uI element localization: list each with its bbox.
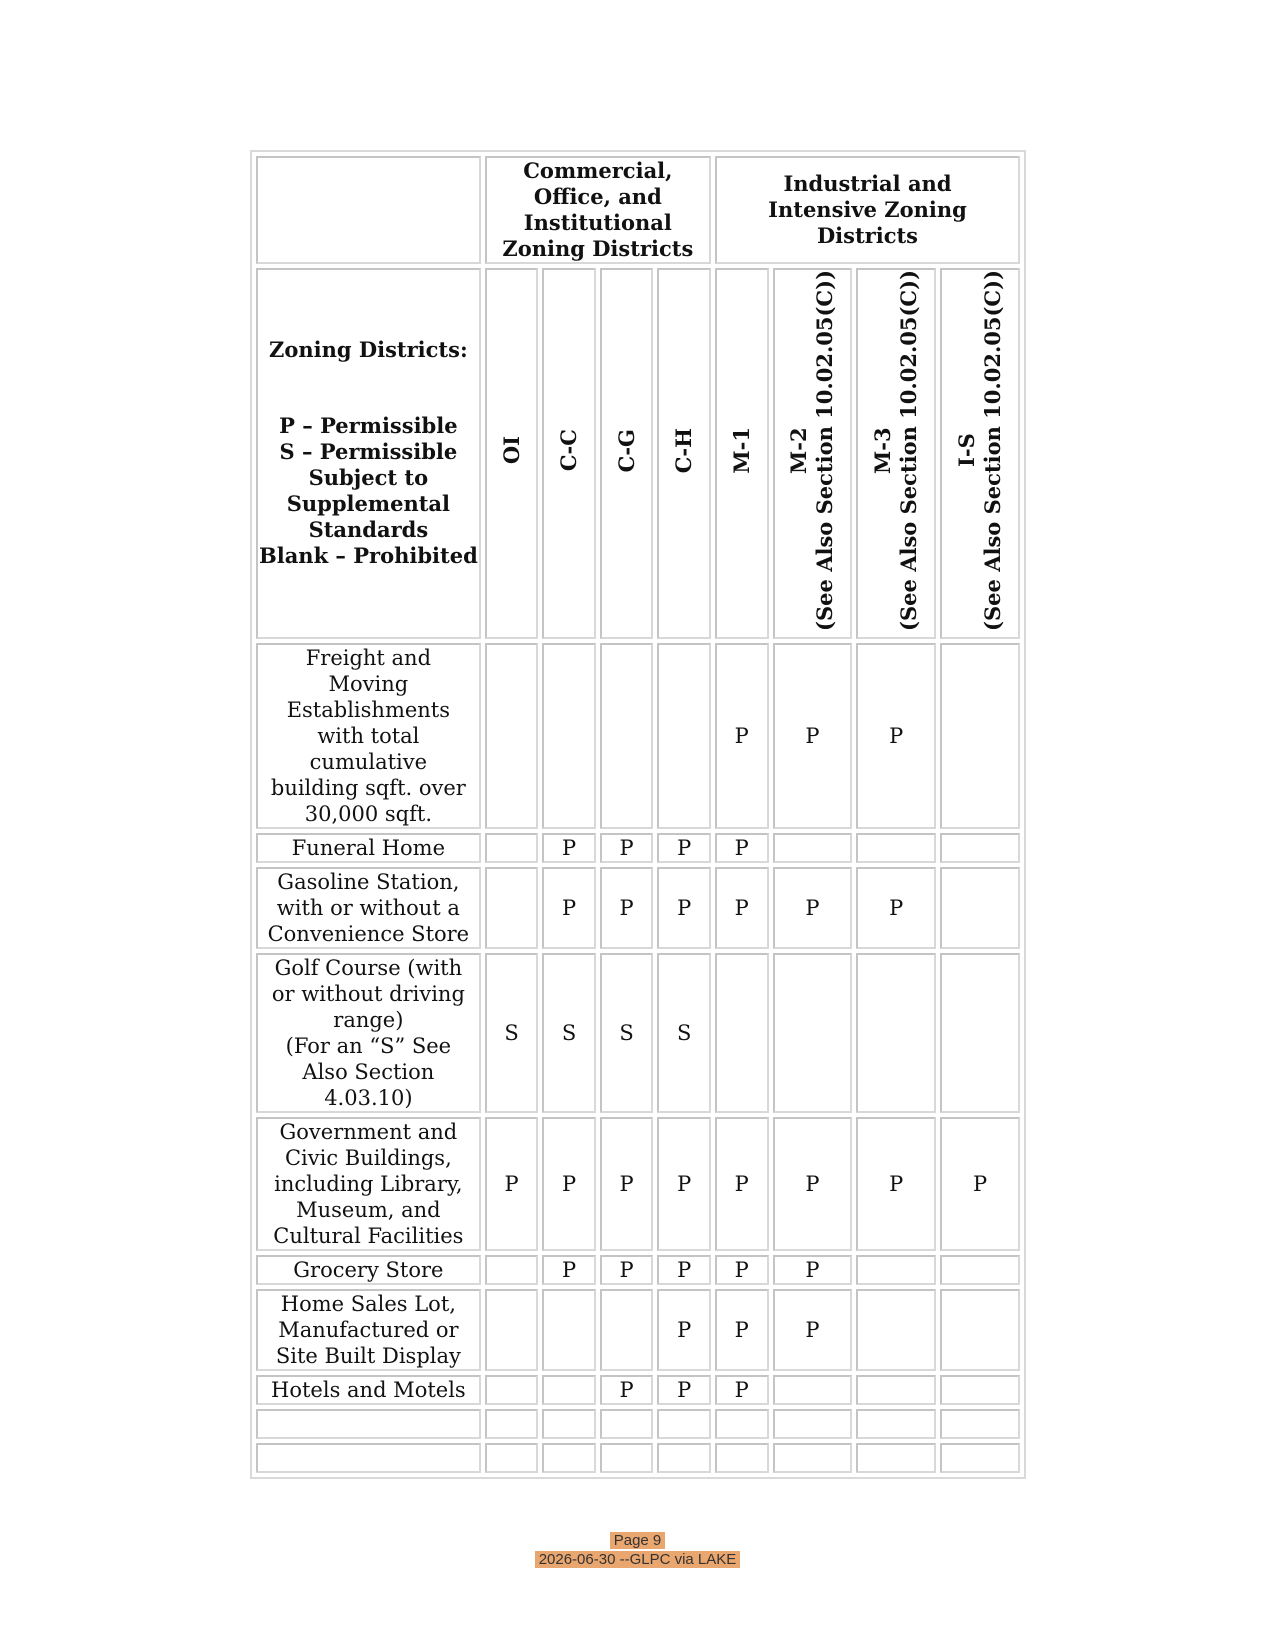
legend-cell [256,268,481,639]
table-row [256,1117,1020,1251]
permission-cell [485,867,539,949]
column-header-label [954,270,1006,631]
permission-cell: P [657,1117,711,1251]
column-header-label [870,270,922,631]
permission-cell [940,1289,1020,1371]
permission-cell [485,1443,539,1473]
table-row [256,1409,1020,1439]
permission-cell [940,1443,1020,1473]
column-code: C-C [556,429,582,472]
use-name-line: cumulative [309,749,428,774]
permission-cell [485,1289,539,1371]
legend-line: Standards [308,517,429,543]
permission-cell: P [773,1289,853,1371]
permission-cell [715,1443,769,1473]
use-name-cell [256,1255,481,1285]
column-header-row [256,268,1020,639]
legend-line: P – Permissible [279,413,458,439]
source-stamp [0,1551,1275,1569]
permission-cell: P [715,1255,769,1285]
permission-cell: P [485,1117,539,1251]
table-row [256,1255,1020,1285]
use-name-line [258,1445,479,1471]
column-code: M-1 [728,427,754,474]
legend-line: Blank – Prohibited [258,543,478,569]
permission-cell [773,1443,853,1473]
use-name-line: Freight and [305,645,432,670]
use-name-line: range) [333,1007,404,1032]
permission-cell [542,1289,596,1371]
column-header-label [499,436,525,464]
permission-cell: P [542,1117,596,1251]
group-header-commercial: Commercial, Office, and Institutional Zoning Districts [485,156,711,264]
group-header-row [256,156,1020,264]
use-name-line: Also Section [302,1059,435,1084]
permission-cell: P [940,1117,1020,1251]
table-row [256,833,1020,863]
use-name-line: with total [317,723,420,748]
column-header-label [786,270,838,631]
use-name-line: Cultural Facilities [273,1223,464,1248]
page-number [0,1532,1275,1550]
use-name-line: Golf Course (with [274,955,463,980]
permission-cell: P [542,867,596,949]
use-name-cell [256,1289,481,1371]
permission-cell: S [600,953,654,1113]
empty-corner-cell [256,156,481,264]
permission-cell: P [856,1117,936,1251]
permission-cell: P [600,1117,654,1251]
permission-cell: P [773,1117,853,1251]
legend-title: Zoning Districts: [269,337,468,363]
use-name-line: with or without a [276,895,460,920]
permission-cell [940,833,1020,863]
column-header-c-h [657,268,711,639]
column-code: C-H [671,427,697,474]
permission-cell: P [657,1289,711,1371]
permission-cell [773,1375,853,1405]
permission-cell: P [715,1375,769,1405]
permission-cell [485,833,539,863]
use-name-line [258,1411,479,1437]
legend-line: Supplemental [286,491,450,517]
column-note: (See Also Section 10.02.05(C)) [896,270,922,631]
permission-cell [542,1443,596,1473]
use-name-line: Hotels and Motels [271,1377,466,1402]
use-name-cell [256,1409,481,1439]
group-header-industrial: Industrial and Intensive Zoning Districts [715,156,1020,264]
permission-cell [856,1255,936,1285]
permission-cell: P [600,833,654,863]
permission-cell [600,1443,654,1473]
legend-line: S – Permissible [279,439,458,465]
use-name-line: Funeral Home [291,835,446,860]
permission-cell: P [542,833,596,863]
permission-cell [773,953,853,1113]
permission-cell: P [657,1255,711,1285]
permission-cell [940,953,1020,1113]
permission-cell [856,1375,936,1405]
permission-cell: P [715,833,769,863]
permission-cell: P [657,833,711,863]
permission-cell [600,643,654,829]
permission-cell: P [600,1255,654,1285]
permission-cell [600,1289,654,1371]
table-row [256,1289,1020,1371]
column-header-label [614,429,640,472]
column-header-c-c [542,268,596,639]
permission-cell [657,1443,711,1473]
table-row [256,1443,1020,1473]
use-name-cell [256,1117,481,1251]
permission-cell [856,953,936,1113]
table-row [256,953,1020,1113]
legend-line: Subject to [308,465,429,491]
use-name-cell [256,1443,481,1473]
column-header-m-2 [773,268,853,639]
column-note: (See Also Section 10.02.05(C)) [980,270,1006,631]
column-code: I-S [954,433,980,468]
permission-cell: P [773,1255,853,1285]
use-name-cell [256,643,481,829]
permission-cell [600,1409,654,1439]
permission-cell [940,867,1020,949]
table-row [256,1375,1020,1405]
column-header-m-3 [856,268,936,639]
use-name-line: Moving [328,671,409,696]
permission-cell [856,1409,936,1439]
column-header-oi [485,268,539,639]
permission-cell [940,1409,1020,1439]
permission-cell [657,643,711,829]
column-code: M-3 [870,427,896,474]
use-name-line: 30,000 sqft. [304,801,432,826]
permission-cell: P [856,867,936,949]
permission-cell [485,643,539,829]
use-name-line: including Library, [274,1171,463,1196]
permission-cell: P [773,643,853,829]
use-name-line: (For an “S” See [285,1033,452,1058]
use-name-line: Site Built Display [275,1343,461,1368]
permission-cell [485,1255,539,1285]
permission-cell: P [715,1117,769,1251]
permission-cell [773,1409,853,1439]
use-name-cell [256,867,481,949]
use-name-line: Museum, and [296,1197,441,1222]
permission-cell [715,953,769,1113]
source-stamp-label: 2026-06-30 --GLPC via LAKE [535,1551,741,1568]
permission-cell [542,1375,596,1405]
permission-cell: P [657,1375,711,1405]
permission-cell: P [600,867,654,949]
column-note: (See Also Section 10.02.05(C)) [812,270,838,631]
column-header-i-s [940,268,1020,639]
permission-cell [485,1409,539,1439]
column-header-label [671,428,697,473]
permission-cell: P [715,867,769,949]
permission-cell: S [542,953,596,1113]
permission-cell [856,833,936,863]
permission-cell [940,643,1020,829]
column-header-m-1 [715,268,769,639]
column-code: M-2 [786,427,812,474]
use-name-line: Convenience Store [267,921,470,946]
use-name-line: 4.03.10) [324,1085,413,1110]
column-code: C-G [613,428,639,473]
permission-cell: P [715,643,769,829]
use-name-line: Manufactured or [278,1317,459,1342]
permission-cell [773,833,853,863]
use-name-line: Gasoline Station, [277,869,460,894]
use-name-line: Home Sales Lot, [280,1291,456,1316]
zoning-use-table [250,150,1026,1479]
permission-cell: S [485,953,539,1113]
table-row [256,643,1020,829]
permission-cell [485,1375,539,1405]
use-name-line: Grocery Store [293,1257,444,1282]
permission-cell [657,1409,711,1439]
permission-cell [940,1375,1020,1405]
permission-cell: P [856,643,936,829]
page-number-label: Page 9 [610,1532,666,1549]
permission-cell [856,1443,936,1473]
permission-cell [715,1409,769,1439]
permission-cell: P [657,867,711,949]
column-code: OI [498,436,524,465]
permission-cell [940,1255,1020,1285]
permission-cell [542,643,596,829]
use-name-line: building sqft. over [270,775,466,800]
permission-cell: P [542,1255,596,1285]
permission-cell [542,1409,596,1439]
column-header-label [556,429,582,471]
use-name-line: or without driving [271,981,465,1006]
permission-cell [856,1289,936,1371]
column-header-c-g [600,268,654,639]
permission-cell: P [773,867,853,949]
use-name-line: Establishments [286,697,451,722]
use-name-line: Government and [279,1119,458,1144]
use-name-cell [256,1375,481,1405]
use-name-line: Civic Buildings, [284,1145,452,1170]
permission-cell: P [600,1375,654,1405]
column-header-label [729,427,755,474]
permission-cell: P [715,1289,769,1371]
permission-cell: S [657,953,711,1113]
use-name-cell [256,833,481,863]
use-name-cell [256,953,481,1113]
table-row [256,867,1020,949]
